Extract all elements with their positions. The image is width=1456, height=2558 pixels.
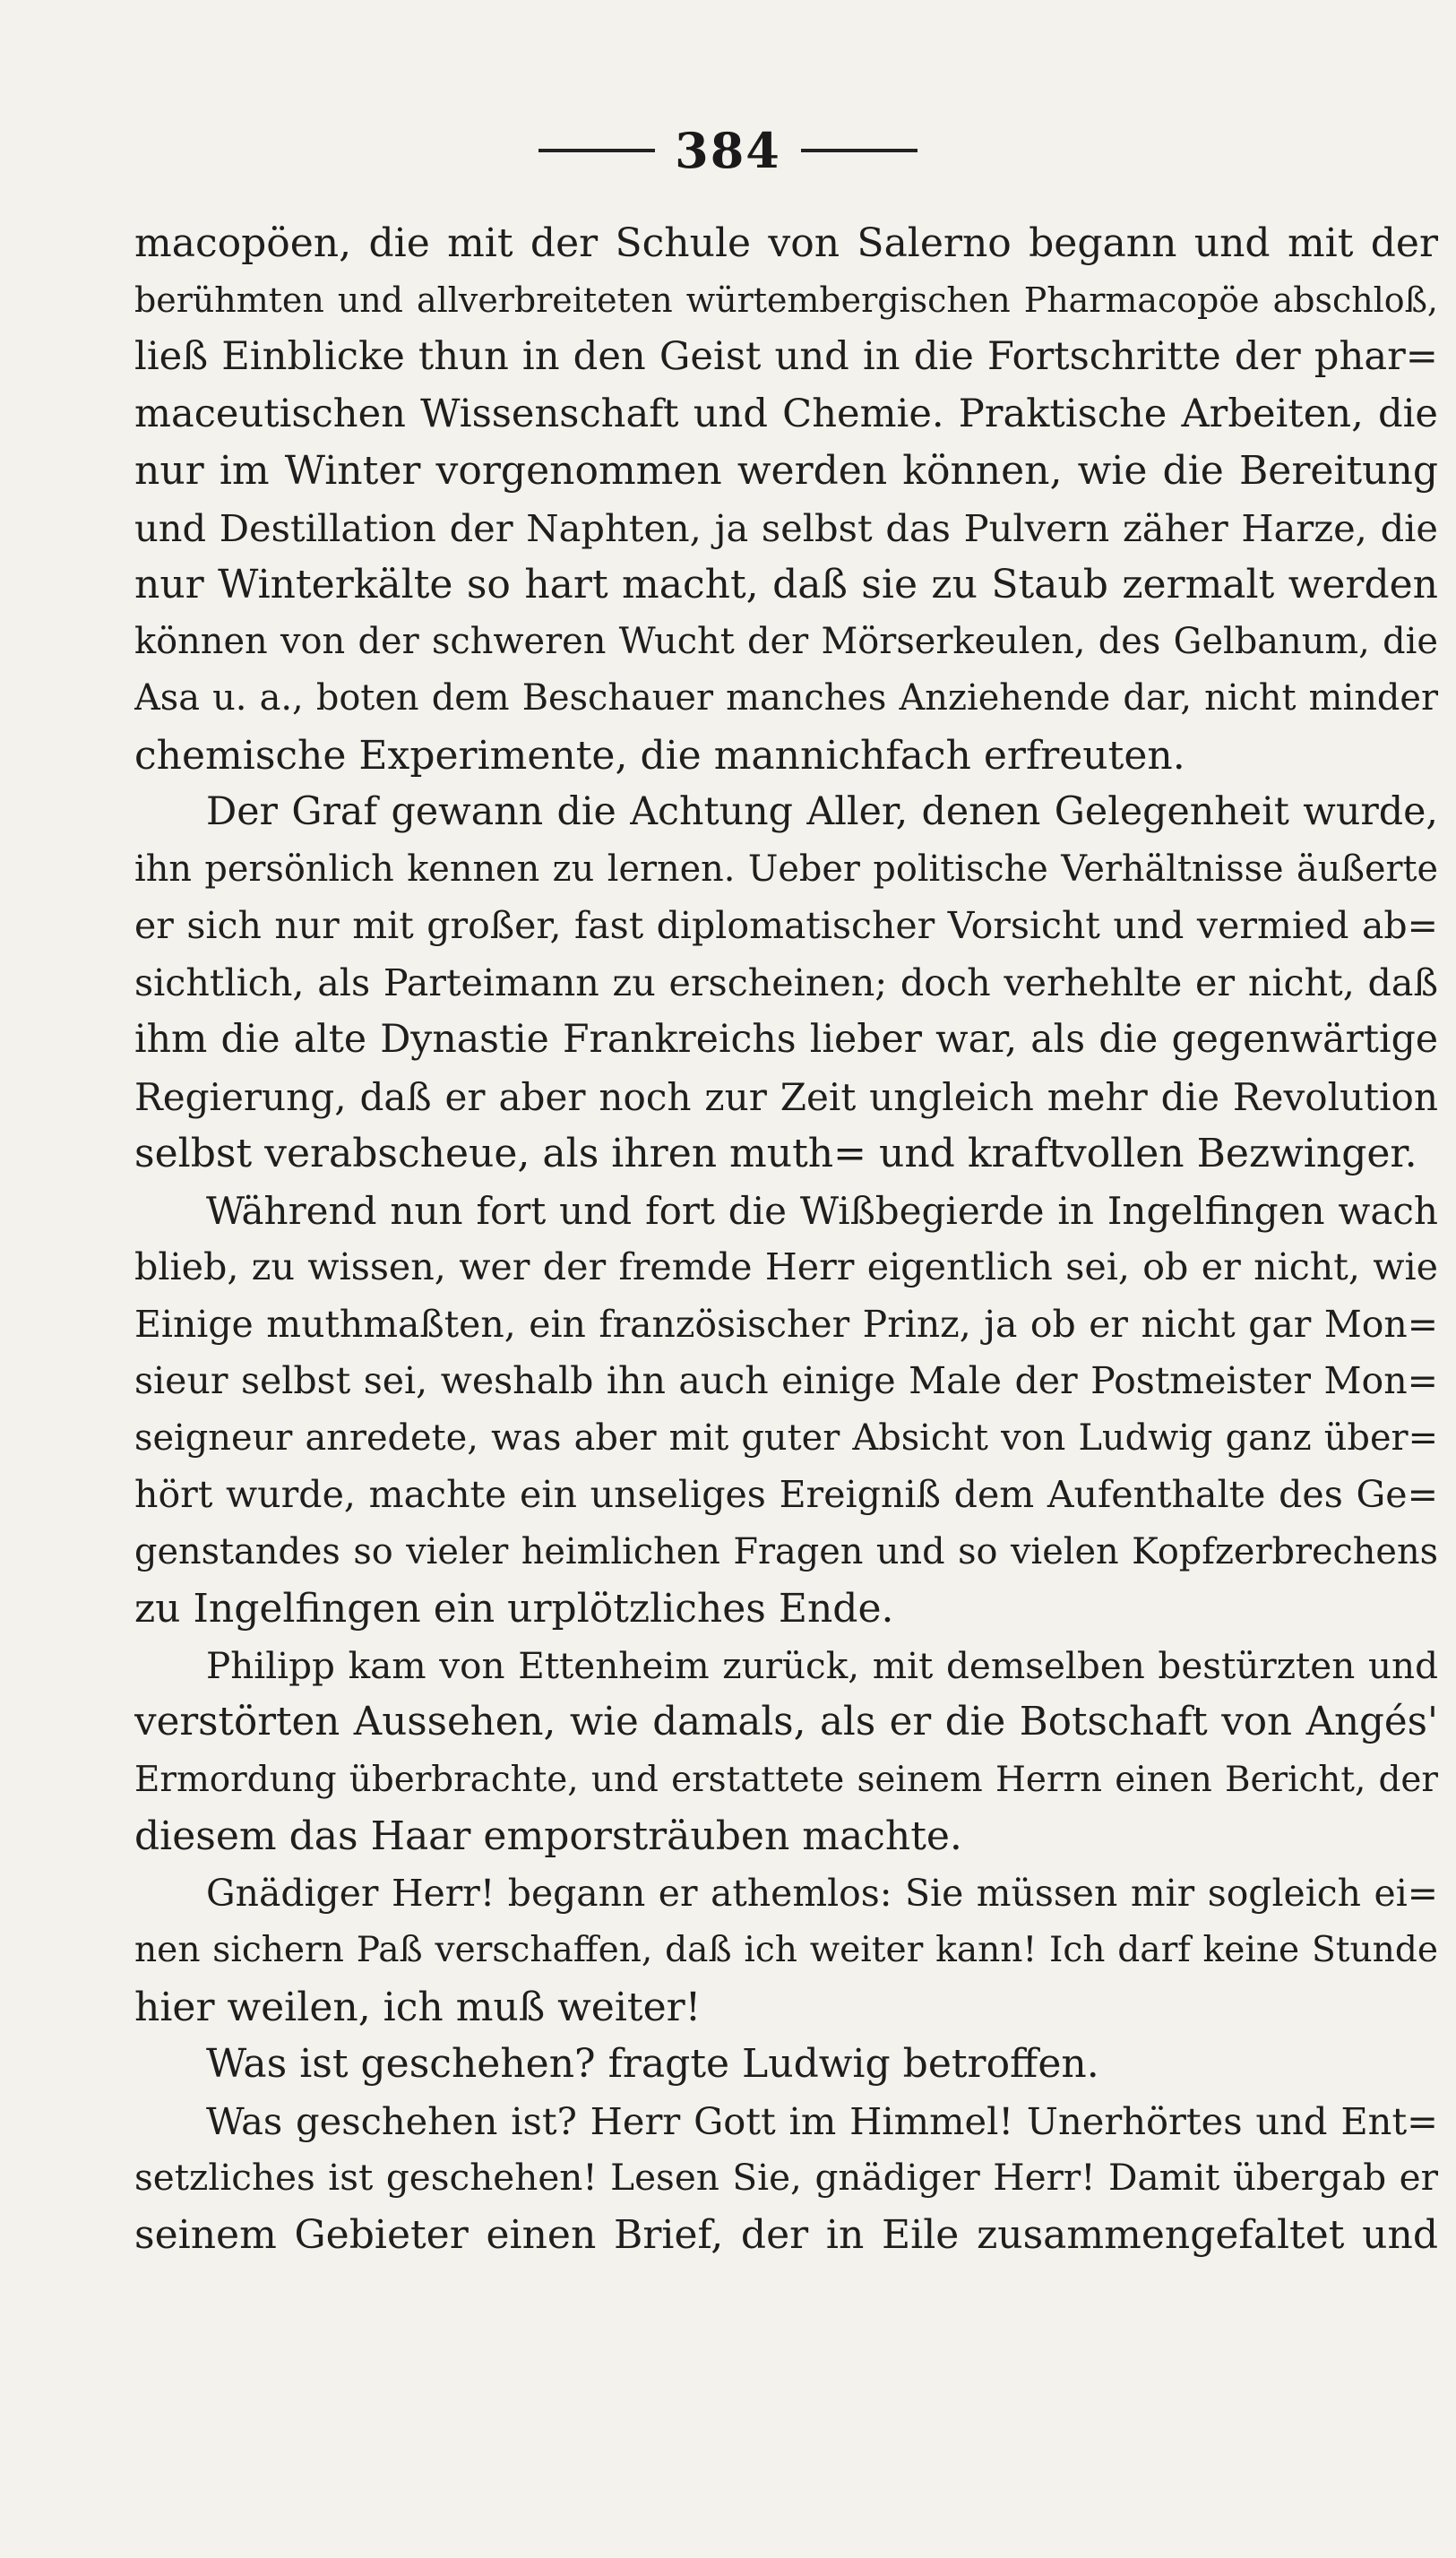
header-rule-left bbox=[538, 149, 655, 152]
text-line: nen sichern Paß verschaffen, daß ich weiter kann! Ich darf keine Stunde bbox=[134, 1930, 1438, 1970]
text-line: Was geschehen ist? Herr Gott im Himmel! Unerhörtes und Ent= bbox=[206, 2098, 1438, 2143]
page-number: 384 bbox=[675, 122, 781, 179]
text-line: er sich nur mit großer, fast diplomatischer Vorsicht und vermied ab= bbox=[134, 904, 1438, 947]
text-line: selbst verabscheue, als ihren muth= und kraftvollen Bezwinger. bbox=[134, 1131, 1417, 1176]
text-line: setzliches ist geschehen! Lesen Sie, gnädiger Herr! Damit übergab er bbox=[134, 2156, 1438, 2199]
text-line: chemische Experimente, die mannichfach erfreuten. bbox=[134, 732, 1185, 779]
text-line: Gnädiger Herr! begann er athemlos: Sie müssen mir sogleich ei= bbox=[206, 1871, 1438, 1915]
text-line: genstandes so vieler heimlichen Fragen und so vielen Kopfzerbrechens bbox=[134, 1530, 1438, 1572]
text-line: und Destillation der Naphten, ja selbst das Pulvern zäher Harze, die bbox=[134, 505, 1438, 550]
text-line: nur im Winter vorgenommen werden können, wie die Bereitung bbox=[134, 448, 1438, 494]
text-line: ihn persönlich kennen zu lernen. Ueber politische Verhältnisse äußerte bbox=[134, 848, 1438, 890]
text-line: sieur selbst sei, weshalb ihn auch einige Male der Postmeister Mon= bbox=[134, 1359, 1438, 1402]
text-line: ihm die alte Dynastie Frankreichs lieber war, als die gegenwärtige bbox=[134, 1018, 1438, 1062]
text-line: Einige muthmaßten, ein französischer Prinz, ja ob er nicht gar Mon= bbox=[134, 1302, 1438, 1346]
text-line: können von der schweren Wucht der Mörserkeulen, des Gelbanum, die bbox=[134, 620, 1438, 662]
text-line: sichtlich, als Parteimann zu erscheinen; doch verhehlte er nicht, daß bbox=[134, 960, 1438, 1004]
text-line: macopöen, die mit der Schule von Salerno begann und mit der bbox=[134, 220, 1438, 266]
text-line: Asa u. a., boten dem Beschauer manches Anziehende dar, nicht minder bbox=[134, 677, 1438, 719]
text-line: hier weilen, ich muß weiter! bbox=[134, 1984, 702, 2030]
text-line: blieb, zu wissen, wer der fremde Herr eigentlich sei, ob er nicht, wie bbox=[134, 1245, 1438, 1288]
text-line: Während nun fort und fort die Wißbegierde in Ingelfingen wach bbox=[206, 1188, 1438, 1233]
text-line: berühmten und allverbreiteten würtembergischen Pharmacopöe abschloß, bbox=[134, 280, 1438, 320]
text-line: hört wurde, machte ein unseliges Ereigniß dem Aufenthalte des Ge= bbox=[134, 1473, 1438, 1516]
text-line: seigneur anredete, was aber mit guter Absicht von Ludwig ganz über= bbox=[134, 1417, 1438, 1459]
text-line: nur Winterkälte so hart macht, daß sie zu Staub zermalt werden bbox=[134, 562, 1438, 607]
text-line: ließ Einblicke thun in den Geist und in die Fortschritte der phar= bbox=[134, 334, 1438, 379]
text-line: Regierung, daß er aber noch zur Zeit ungleich mehr die Revolution bbox=[134, 1074, 1438, 1119]
text-line: zu Ingelfingen ein urplötzliches Ende. bbox=[134, 1586, 894, 1632]
header-rule-right bbox=[801, 149, 918, 152]
text-line: Der Graf gewann die Achtung Aller, denen Gelegenheit wurde, bbox=[206, 789, 1438, 834]
text-line: Philipp kam von Ettenheim zurück, mit demselben bestürzten und bbox=[206, 1643, 1438, 1687]
text-line: seinem Gebieter einen Brief, der in Eile zusammengefaltet und bbox=[134, 2211, 1438, 2258]
page-header bbox=[0, 115, 1456, 186]
text-line: diesem das Haar emporsträuben machte. bbox=[134, 1813, 962, 1859]
body-text bbox=[134, 215, 1438, 2263]
text-line: verstörten Aussehen, wie damals, als er die Botschaft von Angés' bbox=[134, 1700, 1438, 1744]
text-line: maceutischen Wissenschaft und Chemie. Praktische Arbeiten, die bbox=[134, 391, 1438, 436]
text-line: Ermordung überbrachte, und erstattete seinem Herrn einen Bericht, der bbox=[134, 1759, 1438, 1800]
text-line: Was ist geschehen? fragte Ludwig betroffen. bbox=[206, 2041, 1099, 2087]
